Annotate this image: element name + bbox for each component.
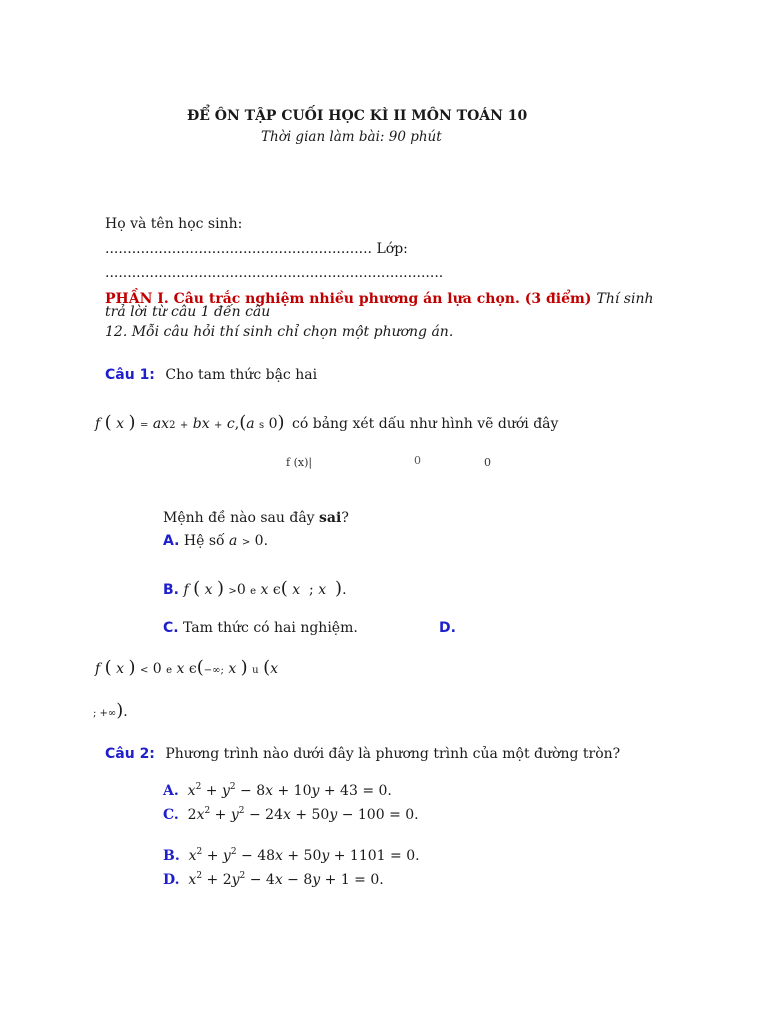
question-prompt: Mệnh đề nào sau đây sai?: [163, 510, 349, 526]
student-class-line: [105, 241, 408, 257]
sign-table-fragment: 0: [414, 454, 421, 467]
option-label: C.: [163, 807, 179, 823]
part1-note: Thí sinh: [596, 291, 654, 307]
answer-option-b[interactable]: B. f ( x ) >0 e x ϵ( x ; x ).: [163, 578, 347, 599]
answer-option-a[interactable]: A. $x^2 + y^2 - 8x + 10y + 43 = 0$.: [163, 782, 392, 799]
answer-option-d[interactable]: D. $x^2 + 2y^2 - 4x - 8y + 1 = 0$.: [163, 871, 384, 888]
answer-option-c[interactable]: [163, 620, 358, 636]
class-label: Lớp:: [376, 241, 408, 257]
page-title: ĐỂ ÔN TẬP CUỐI HỌC KÌ II MÔN TOÁN 10: [187, 108, 528, 124]
dotted-line: ............................................................: [105, 241, 373, 257]
option-label: A.: [163, 783, 179, 799]
question-2: [105, 746, 620, 762]
option-text: Hệ số: [183, 533, 225, 549]
quadratic-function: f ( x ) = ax2 + bx + c,(a s 0) có bảng xét dấu như hình vẽ dưới đây: [95, 412, 559, 433]
option-label: B.: [163, 582, 179, 598]
option-text: Tam thức có hai nghiệm.: [183, 620, 358, 636]
sign-table-fragment: f (x)|: [286, 456, 313, 469]
option-d-formula: ; +∞).: [93, 700, 128, 721]
answer-option-c[interactable]: C. $2x^2 + y^2 - 24x + 50y - 100 = 0$.: [163, 806, 419, 823]
question-text: Cho tam thức bậc hai: [165, 367, 318, 383]
function-description: có bảng xét dấu như hình vẽ dưới đây: [292, 416, 559, 432]
answer-option-a[interactable]: A. Hệ số a > 0.: [163, 533, 269, 549]
answer-option-d[interactable]: [439, 620, 456, 636]
part1-heading: PHẦN I. Câu trắc nghiệm nhiều phương án lựa chọn. (3 điểm): [105, 291, 592, 307]
dotted-line: ............................................................................: [105, 265, 444, 281]
question-1: [105, 367, 317, 383]
question-text: Phương trình nào dưới đây là phương trình của một đường tròn?: [165, 746, 621, 762]
part1-note: trả lời từ câu 1 đến câu: [105, 304, 271, 320]
option-label: D.: [439, 620, 456, 636]
option-d-formula: f ( x ) < 0 e x ϵ(−∞; x ) u (x: [95, 657, 278, 678]
option-label: D.: [163, 872, 180, 888]
answer-option-b[interactable]: B. $x^2 + y^2 - 48x + 50y + 1101 = 0$.: [163, 847, 420, 864]
option-label: A.: [163, 533, 180, 549]
exam-time: Thời gian làm bài: 90 phút: [261, 129, 442, 145]
student-name-label: Họ và tên học sinh:: [105, 216, 243, 232]
question-label: Câu 1:: [105, 367, 155, 383]
part1-note: 12. Mỗi câu hỏi thí sinh chỉ chọn một phương án.: [105, 324, 454, 340]
question-label: Câu 2:: [105, 746, 155, 762]
option-label: C.: [163, 620, 179, 636]
sign-table-fragment: 0: [484, 456, 491, 469]
option-label: B.: [163, 848, 180, 864]
